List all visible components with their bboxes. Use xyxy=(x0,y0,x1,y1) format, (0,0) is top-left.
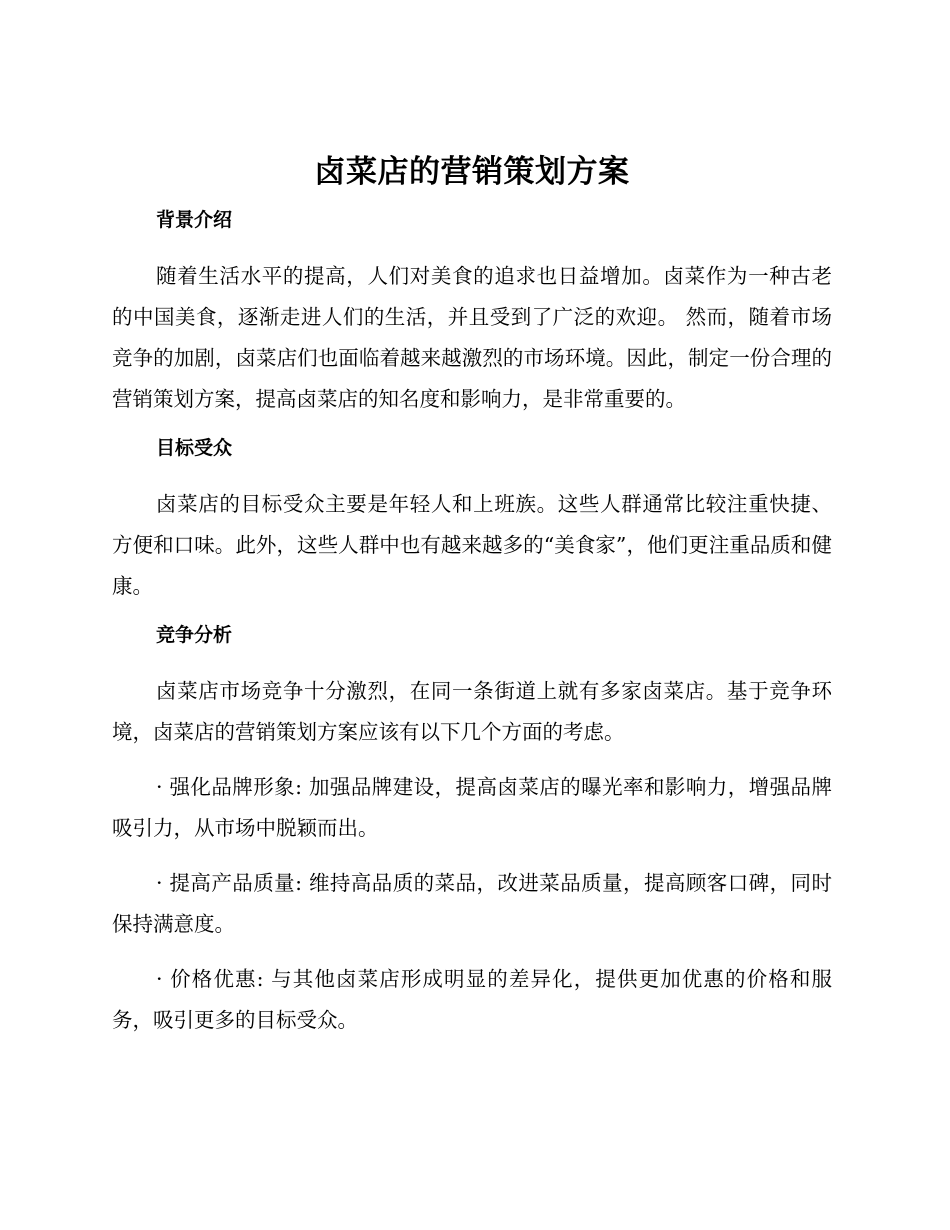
section-target-audience xyxy=(112,434,832,607)
section-heading-competition-analysis: 竞争分析 xyxy=(156,624,233,646)
paragraph: 卤菜店的目标受众主要是年轻人和上班族。这些人群通常比较注重快捷、方便和口味。此外，这些人群中也有越来越多的“美食家”，他们更注重品质和健康。 xyxy=(112,492,832,598)
bullet-item-brand-image: · 强化品牌形象: 加强品牌建设，提高卤菜店的曝光率和影响力，增强品牌吸引力，从市场中脱颖而出。 xyxy=(112,775,832,840)
bullet-item-product-quality: · 提高产品质量: 维持高品质的菜品，改进菜品质量，提高顾客口碑，同时保持满意度。 xyxy=(112,871,832,936)
section-heading-background: 背景介绍 xyxy=(156,209,233,231)
bullet-item-price-discount: · 价格优惠: 与其他卤菜店形成明显的差异化，提供更加优惠的价格和服务，吸引更多的目标受众。 xyxy=(112,967,832,1032)
section-heading-target-audience: 目标受众 xyxy=(156,437,233,459)
paragraph: 随着生活水平的提高，人们对美食的追求也日益增加。卤菜作为一种古老的中国美食，逐渐走进人们的生活，并且受到了广泛的欢迎。 然而，随着市场竞争的加剧，卤菜店们也面临着越来越激烈的市场环境。因此，制定一份合理的营销策划方案，提高卤菜店的知名度和影响力，是非常重要的。 xyxy=(112,264,832,411)
section-competition-analysis xyxy=(112,621,832,1041)
paragraph: 卤菜店市场竞争十分激烈，在同一条街道上就有多家卤菜店。基于竞争环境，卤菜店的营销策划方案应该有以下几个方面的考虑。 xyxy=(112,679,832,744)
document-page xyxy=(112,150,832,1055)
section-background xyxy=(112,206,832,420)
document-title: 卤菜店的营销策划方案 xyxy=(314,154,630,190)
